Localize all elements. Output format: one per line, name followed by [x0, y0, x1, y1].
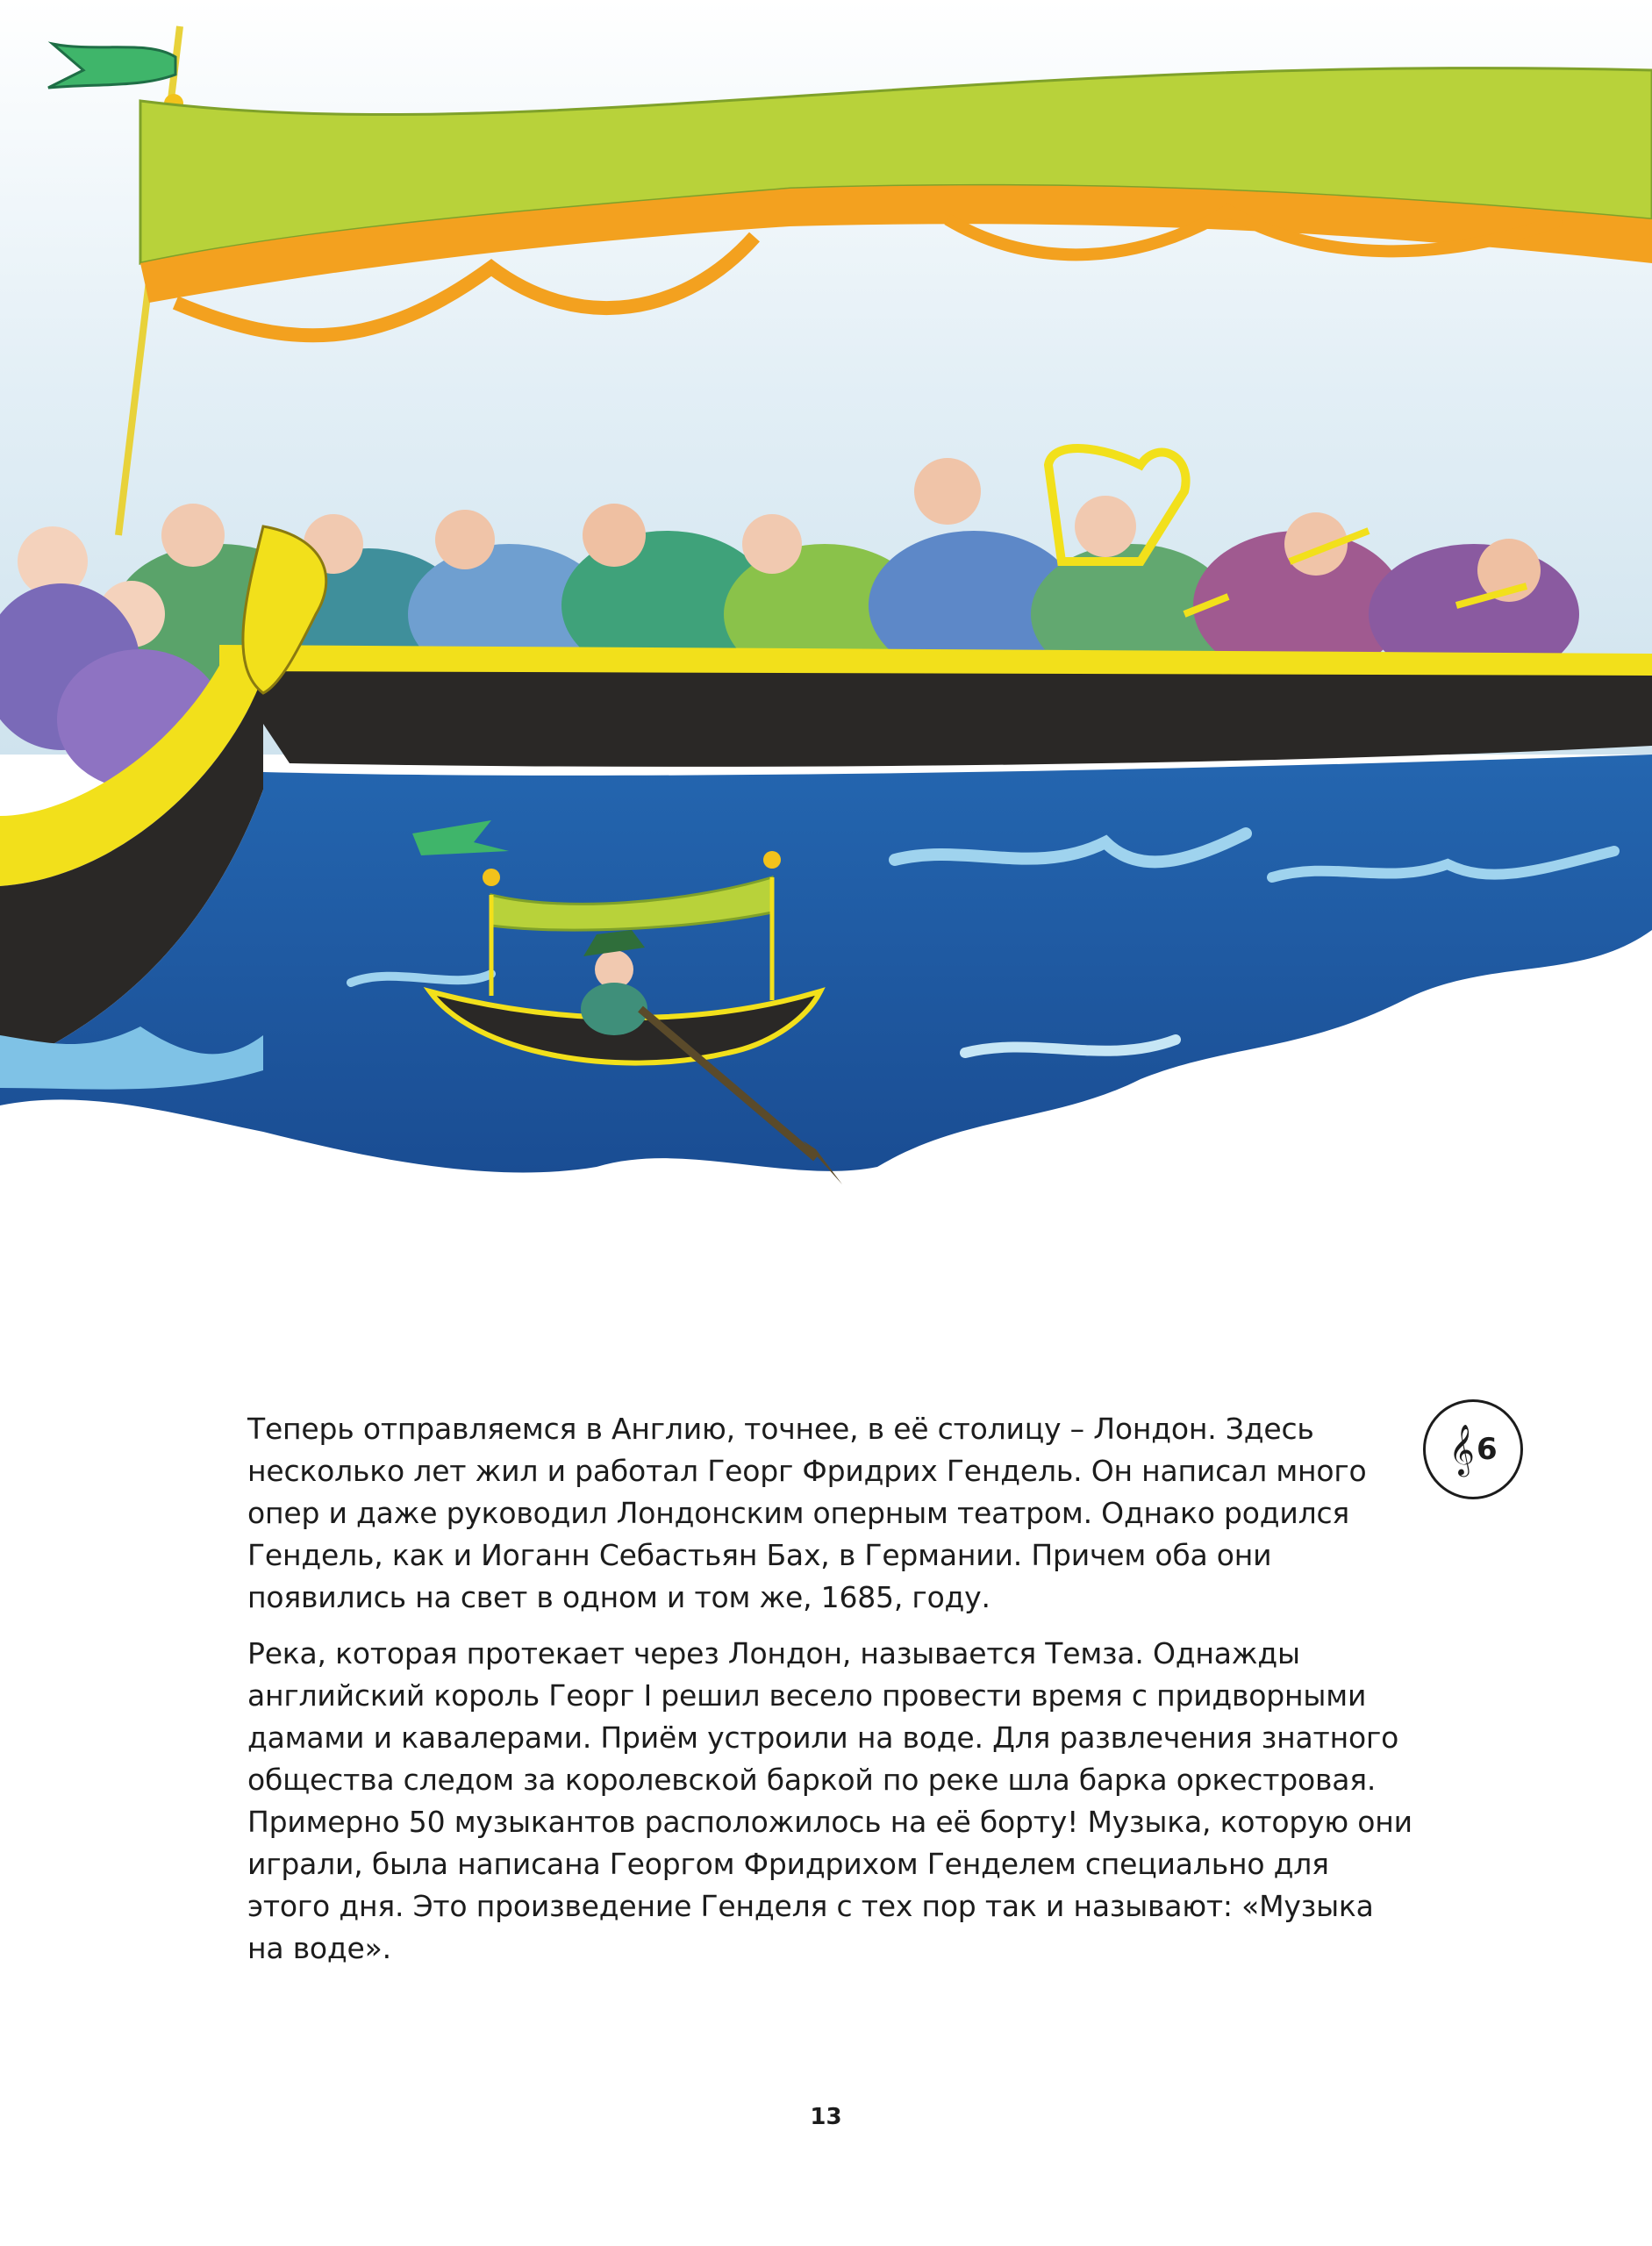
paragraph-water-music: Река, которая протекает через Лондон, называется Темза. Однажды английский король Георг I решил весело провести время с придворными дамами и кавалерами. Приём устроили на воде. Для развлечения знатного общества следом за королевской баркой по реке шла барка оркестровая. Примерно 50 музыкантов расположилось на её борту! Музыка, которую они играли, была написана Георгом Фридрихом Генделем специально для этого дня. Это произведение Генделя с тех пор так и называют: «Музыка на воде».	[247, 1636, 1412, 1965]
treble-clef-icon: 𝄞	[1448, 1424, 1475, 1475]
audio-track-number: 6	[1476, 1432, 1498, 1467]
paragraph-handel-intro: Теперь отправляемся в Англию, точнее, в её столицу – Лондон. Здесь несколько лет жил и работал Георг Фридрих Гендель. Он написал много опер и даже руководил Лондонским оперным театром. Однако родился Гендель, как и Иоганн Себастьян Бах, в Германии. Причем оба они появились на свет в одном и том же, 1685, году.	[247, 1412, 1367, 1614]
page-number: 13	[810, 2104, 842, 2130]
audio-track-badge[interactable]	[1423, 1399, 1523, 1499]
story-text	[247, 1408, 1414, 1984]
